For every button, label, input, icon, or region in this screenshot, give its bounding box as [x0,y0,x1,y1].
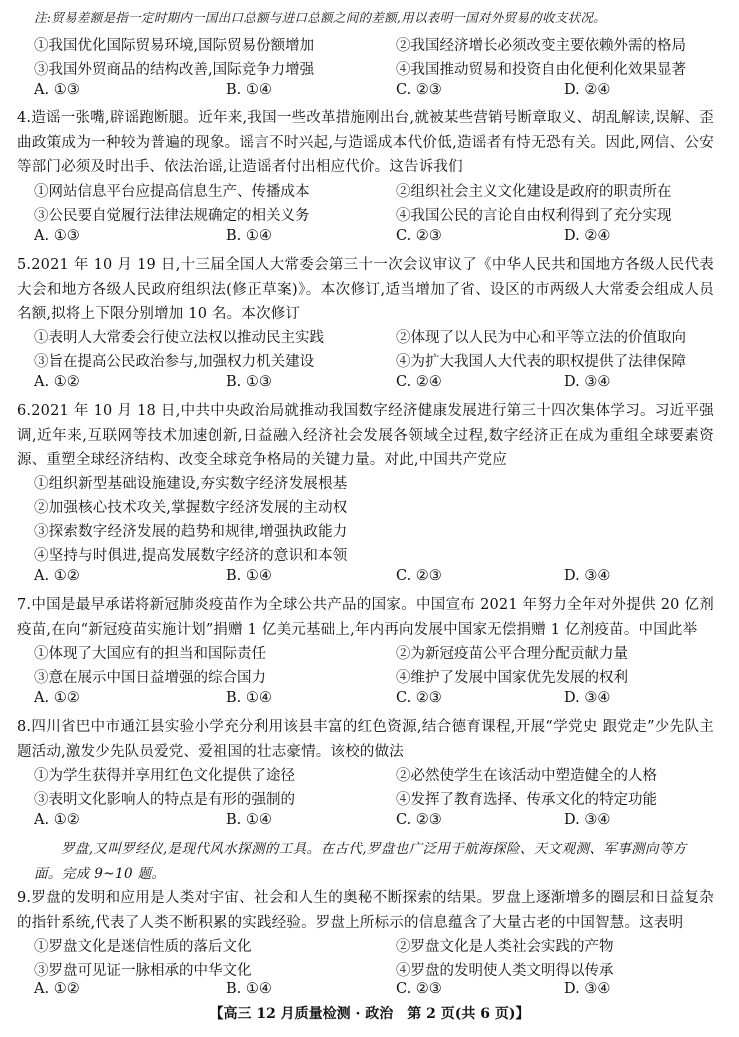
q4-choices [34,228,724,252]
q9-choices [34,981,724,1005]
q4-choice-c[interactable]: C. ②③ [396,228,442,244]
q9-statement-4: ④罗盘的发明使人类文明得以传承 [396,963,614,979]
q8-choice-d[interactable]: D. ③④ [564,812,611,828]
q6-statement-2: ②加强核心技术攻关,掌握数字经济发展的主动权 [34,500,348,516]
q6-statement-1: ①组织新型基础设施建设,夯实数字经济发展根基 [34,476,348,492]
q3-choice-c[interactable]: C. ②③ [396,82,442,98]
q4-stem: 4.造谣一张嘴,辟谣跑断腿。近年来,我国一些改革措施刚出台,就被某些营销号断章取义、胡乱解读,误解、歪曲政策成为一种较为普遍的现象。谣言不时兴起,与造谣成本代价低,造谣者有恃无恐有关。因此,网信、公安等部门必须及时出手、依法治谣,让造谣者付出相应代价。这告诉我们 [17,110,714,175]
q7-choices [34,690,724,714]
q7-statements-row-2 [34,666,724,690]
page-footer: 【高三 12 月质量检测 · 政治 第 2 页(共 6 页)】 [209,1006,530,1022]
q5-statement-4: ④为扩大我国人大代表的职权提供了法律保障 [396,354,686,370]
q5-choice-c[interactable]: C. ②④ [396,374,442,390]
q3-choice-d[interactable]: D. ②④ [564,82,611,98]
q5-choice-a[interactable]: A. ①② [34,374,80,390]
q7-choice-c[interactable]: C. ②③ [396,690,442,706]
q8-statement-3: ③表明文化影响人的特点是有形的强制的 [34,792,295,808]
q5-statements-row-1 [34,326,724,350]
trade-balance-note: 注:贸易差额是指一定时期内一国出口总额与进口总额之间的差额,用以表明一国对外贸易的收支状况。 [34,10,606,25]
q9-statement-2: ②罗盘文化是人类社会实践的产物 [396,939,614,955]
q5-choices [34,374,724,398]
q9-statement-1: ①罗盘文化是迷信性质的落后文化 [34,939,252,955]
q5-choice-d[interactable]: D. ③④ [564,374,611,390]
q3-statement-2: ②我国经济增长必须改变主要依赖外需的格局 [396,38,686,54]
q7-stem: 7.中国是最早承诺将新冠肺炎疫苗作为全球公共产品的国家。中国宣布 2021 年努力全年对外提供 20 亿剂疫苗,在向“新冠疫苗实施计划”捐赠 1 亿美元基础上,年内再向发展中国家无偿捐赠 1 亿剂疫苗。中国此举 [17,597,714,638]
q8-statement-4: ④发挥了教育选择、传承文化的特定功能 [396,792,657,808]
q6-statement-4: ④坚持与时俱进,提高发展数字经济的意识和本领 [34,548,348,564]
q3-statement-4: ④我国推动贸易和投资自由化便利化效果显著 [396,62,686,78]
q4-choice-a[interactable]: A. ①③ [34,228,80,244]
q6-choice-d[interactable]: D. ③④ [564,568,611,584]
q4-statement-2: ②组织社会主义文化建设是政府的职责所在 [396,184,672,200]
q7-statement-1: ①体现了大国应有的担当和国际责任 [34,646,266,662]
q5-statement-2: ②体现了以人民为中心和平等立法的价值取向 [396,330,686,346]
q8-statements-row-1 [34,764,724,788]
q4-statement-4: ④我国公民的言论自由权利得到了充分实现 [396,208,672,224]
q9-stem: 9.罗盘的发明和应用是人类对宇宙、社会和人生的奥秘不断探索的结果。罗盘上逐渐增多的圈层和日益复杂的指针系统,代表了人类不断积累的实践经验。罗盘上所标示的信息蕴含了大量古老的中国智慧。这表明 [17,890,714,931]
q6-choice-b[interactable]: B. ①④ [226,568,272,584]
q9-choice-d[interactable]: D. ③④ [564,981,611,997]
q8-choices [34,812,724,836]
q7-statement-2: ②为新冠疫苗公平合理分配贡献力量 [396,646,628,662]
q3-choice-b[interactable]: B. ①④ [226,82,272,98]
q9-10-intro: 罗盘,又叫罗经仪,是现代风水探测的工具。在古代,罗盘也广泛用于航海探险、天文观测、军事测向等方面。完成 9~10 题。 [34,841,687,882]
q8-choice-b[interactable]: B. ①④ [226,812,272,828]
q3-statement-3: ③我国外贸商品的结构改善,国际竞争力增强 [34,62,315,78]
q3-statement-1: ①我国优化国际贸易环境,国际贸易份额增加 [34,38,315,54]
q9-statements-row-1 [34,935,724,959]
q6-stem: 6.2021 年 10 月 18 日,中共中央政治局就推动我国数字经济健康发展进行第三十四次集体学习。习近平强调,近年来,互联网等技术加速创新,日益融入经济社会发展各领域全过程,数字经济正在成为重组全球要素资源、重塑全球经济结构、改变全球竞争格局的关键力量。对此,中国共产党应 [17,403,714,468]
q4-statement-1: ①网站信息平台应提高信息生产、传播成本 [34,184,310,200]
q3-statements-row-2 [34,58,724,82]
q7-statement-3: ③意在展示中国日益增强的综合国力 [34,670,266,686]
q7-choice-d[interactable]: D. ③④ [564,690,611,706]
q5-choice-b[interactable]: B. ①③ [226,374,272,390]
q3-choice-a[interactable]: A. ①③ [34,82,80,98]
q4-statements-row-1 [34,180,724,204]
q7-statement-4: ④维护了发展中国家优先发展的权利 [396,670,628,686]
q7-choice-b[interactable]: B. ①④ [226,690,272,706]
q5-stem: 5.2021 年 10 月 19 日,十三届全国人大常委会第三十一次会议审议了《中华人民共和国地方各级人民代表大会和地方各级人民政府组织法(修正草案)》。本次修订,适当增加了省、设区的市两级人大常委会组成人员名额,拟将上下限分别增加 10 名。本次修订 [17,257,714,322]
q8-stem: 8.四川省巴中市通江县实验小学充分利用该县丰富的红色资源,结合德育课程,开展“学党史 跟党走”少先队主题活动,激发少先队员爱党、爱祖国的壮志豪情。该校的做法 [17,719,714,760]
q8-statements-row-2 [34,788,724,812]
q4-choice-b[interactable]: B. ①④ [226,228,272,244]
q6-choices [34,568,724,592]
q4-statements-row-2 [34,204,724,228]
q7-choice-a[interactable]: A. ①② [34,690,80,706]
q3-statements-row-1 [34,34,724,58]
q5-statement-1: ①表明人大常委会行使立法权以推动民主实践 [34,330,324,346]
q8-statement-2: ②必然使学生在该活动中塑造健全的人格 [396,768,657,784]
q3-choices [34,82,724,106]
q6-statement-3: ③探索数字经济发展的趋势和规律,增强执政能力 [34,524,348,540]
q5-statements-row-2 [34,350,724,374]
q8-statement-1: ①为学生获得并享用红色文化提供了途径 [34,768,295,784]
q6-choice-a[interactable]: A. ①② [34,568,80,584]
q9-choice-c[interactable]: C. ②③ [396,981,442,997]
q6-choice-c[interactable]: C. ②③ [396,568,442,584]
q9-statement-3: ③罗盘可见证一脉相承的中华文化 [34,963,252,979]
q8-choice-a[interactable]: A. ①② [34,812,80,828]
q9-choice-a[interactable]: A. ①② [34,981,80,997]
q4-choice-d[interactable]: D. ②④ [564,228,611,244]
q8-choice-c[interactable]: C. ②③ [396,812,442,828]
q4-statement-3: ③公民要自觉履行法律法规确定的相关义务 [34,208,310,224]
q5-statement-3: ③旨在提高公民政治参与,加强权力机关建设 [34,354,315,370]
q9-choice-b[interactable]: B. ①④ [226,981,272,997]
q7-statements-row-1 [34,642,724,666]
q9-statements-row-2 [34,959,724,983]
